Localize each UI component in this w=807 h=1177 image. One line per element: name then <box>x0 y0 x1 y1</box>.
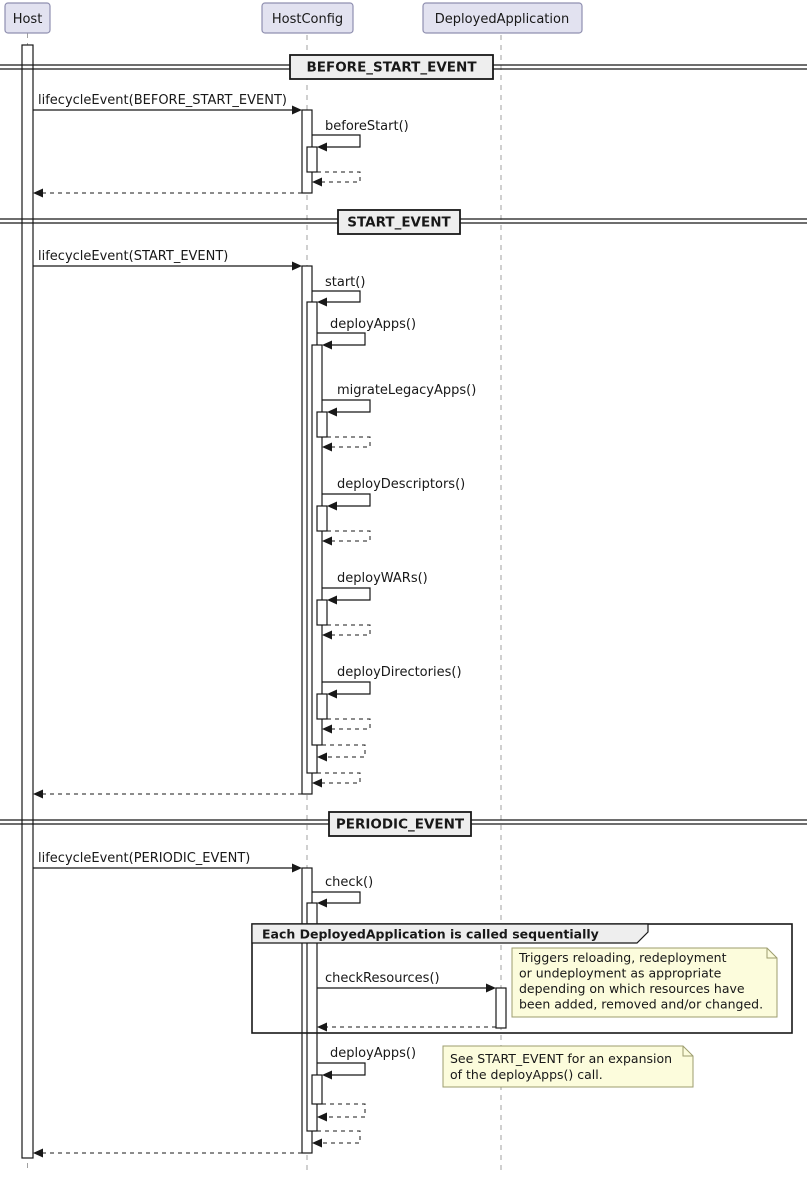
message-deployapps <box>317 317 416 350</box>
message-label: checkResources() <box>325 971 440 986</box>
message-label: beforeStart() <box>325 119 409 134</box>
participant-label-deployedapplication: DeployedApplication <box>434 12 570 27</box>
message-label: lifecycleEvent(PERIODIC_EVENT) <box>38 851 251 866</box>
message-label: start() <box>325 275 366 290</box>
arrowhead-icon <box>317 1023 327 1032</box>
arrowhead-icon <box>312 1139 322 1148</box>
return-line <box>327 719 370 729</box>
return-line <box>322 1104 365 1117</box>
divider-periodic-event <box>0 812 807 836</box>
message-label: migrateLegacyApps() <box>337 383 477 398</box>
group-label: Each DeployedApplication is called sequentially <box>262 926 599 942</box>
message-line <box>312 892 360 903</box>
message-lifecycle-before-start <box>33 93 302 115</box>
return-line <box>317 172 360 182</box>
arrowhead-icon <box>292 106 302 115</box>
note-line: See START_EVENT for an expansion <box>450 1051 673 1066</box>
return-deployapps-periodic <box>317 1104 365 1122</box>
message-deploywars <box>322 571 428 605</box>
arrowhead-icon <box>317 1113 327 1122</box>
return-start <box>312 773 360 788</box>
note-line: depending on which resources have <box>519 981 745 996</box>
activation-hostconfig-deployapps-periodic <box>312 1075 322 1104</box>
arrowhead-icon <box>322 725 332 734</box>
activation-hostconfig-deploydescriptors <box>317 506 327 531</box>
return-check <box>312 1131 360 1148</box>
arrowhead-icon <box>327 408 337 417</box>
arrowhead-icon <box>486 984 496 993</box>
message-deploydirectories <box>322 665 462 699</box>
message-label: lifecycleEvent(BEFORE_START_EVENT) <box>38 93 287 108</box>
arrowhead-icon <box>292 262 302 271</box>
return-line <box>317 773 360 783</box>
participant-label-hostconfig: HostConfig <box>271 12 344 27</box>
arrowhead-icon <box>322 443 332 452</box>
message-label: deployApps() <box>330 1046 417 1061</box>
return-deploydirectories <box>322 719 370 734</box>
participant-label-host: Host <box>12 12 43 27</box>
message-line <box>322 494 370 506</box>
activation-host <box>22 45 33 1158</box>
divider-label: BEFORE_START_EVENT <box>306 59 477 76</box>
return-lifecycle-periodic <box>33 1149 302 1158</box>
return-line <box>322 745 365 757</box>
return-line <box>317 1131 360 1143</box>
message-deploydescriptors <box>322 477 465 511</box>
message-line <box>317 333 365 345</box>
arrowhead-icon <box>33 189 43 198</box>
message-label: lifecycleEvent(START_EVENT) <box>38 249 229 264</box>
message-migratelegacyapps <box>322 383 476 417</box>
arrowhead-icon <box>312 178 322 187</box>
message-start <box>312 275 365 307</box>
arrowhead-icon <box>317 143 327 152</box>
return-migratelegacyapps <box>322 437 370 452</box>
message-line <box>317 1063 365 1075</box>
activation-hostconfig-deployapps <box>312 345 322 745</box>
divider-label: PERIODIC_EVENT <box>335 816 465 833</box>
arrowhead-icon <box>322 537 332 546</box>
divider-label: START_EVENT <box>347 214 451 231</box>
message-line <box>312 291 360 302</box>
arrowhead-icon <box>327 502 337 511</box>
return-line <box>327 625 370 635</box>
message-label: deployWARs() <box>337 571 428 586</box>
return-deployapps <box>317 745 365 762</box>
return-lifecycle-before-start <box>33 189 302 198</box>
arrowhead-icon <box>317 899 327 908</box>
divider-before-start-event <box>0 55 807 79</box>
note-line: or undeployment as appropriate <box>519 965 722 981</box>
activation-hostconfig-deploydirectories <box>317 694 327 719</box>
return-lifecycle-start <box>33 790 302 799</box>
arrowhead-icon <box>33 790 43 799</box>
message-beforestart <box>312 119 409 152</box>
message-lifecycle-start <box>33 249 302 271</box>
note-line: been added, removed and/or changed. <box>519 996 764 1012</box>
message-label: check() <box>325 875 374 890</box>
message-line <box>322 682 370 694</box>
message-checkresources <box>317 971 496 993</box>
message-label: deployDescriptors() <box>337 477 466 492</box>
note-deployapps <box>443 1046 693 1087</box>
arrowhead-icon <box>322 631 332 640</box>
arrowhead-icon <box>292 864 302 873</box>
arrowhead-icon <box>312 779 322 788</box>
arrowhead-icon <box>317 298 327 307</box>
note-line: Triggers reloading, redeployment <box>519 950 727 965</box>
activation-hostconfig-migratelegacyapps <box>317 412 327 437</box>
message-line <box>312 135 360 147</box>
return-checkresources <box>317 1023 496 1032</box>
message-line <box>322 588 370 600</box>
return-deploywars <box>322 625 370 640</box>
activation-deployedapplication-checkresources <box>496 988 506 1028</box>
divider-start-event <box>0 210 807 234</box>
arrowhead-icon <box>322 341 332 350</box>
arrowhead-icon <box>33 1149 43 1158</box>
message-deployapps-periodic <box>317 1046 416 1080</box>
arrowhead-icon <box>327 690 337 699</box>
note-line: of the deployApps() call. <box>450 1067 603 1082</box>
message-line <box>322 400 370 412</box>
return-line <box>327 531 370 541</box>
message-label: deployDirectories() <box>337 665 462 680</box>
note-checkresources <box>512 948 777 1017</box>
activation-hostconfig-beforestart <box>307 147 317 172</box>
arrowhead-icon <box>327 596 337 605</box>
message-label: deployApps() <box>330 317 417 332</box>
return-line <box>327 437 370 447</box>
return-deploydescriptors <box>322 531 370 546</box>
return-beforestart <box>312 172 360 187</box>
message-check <box>312 875 373 908</box>
arrowhead-icon <box>317 753 327 762</box>
arrowhead-icon <box>322 1071 332 1080</box>
activation-hostconfig-deploywars <box>317 600 327 625</box>
message-lifecycle-periodic <box>33 851 302 873</box>
